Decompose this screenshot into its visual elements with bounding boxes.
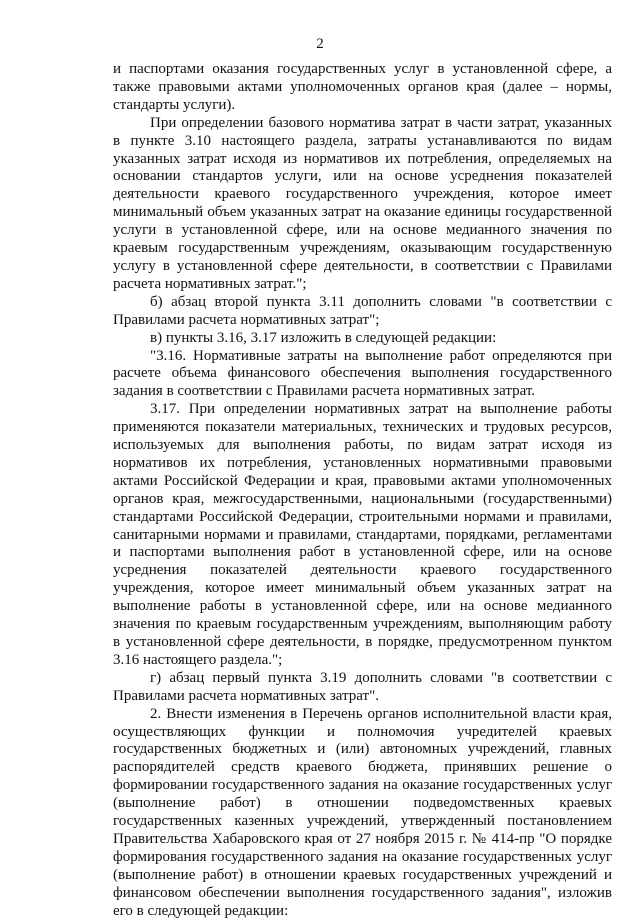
paragraph-3-17: 3.17. При определении нормативных затрат на выполнение работы применяются показатели материальных, технических и трудовых ресурсов, используемых для выполнения работы, по видам затрат исходя из нормативов их потребления, установленных нормативными правовыми актами Российской Федерации и края, правовыми актами уполномоченных органов края, межгосударственными, национальными (государственными) стандартами Российской Федерации, строительными нормами и правилами, санитарными нормами и правилами, стандартами, порядками, регламентами и паспортами выполнения работ в установленной сфере, или на основе усреднения показателей деятельности краевого государственного учреждения, которое имеет минимальный объем указанных затрат на выполнение работы в установленной сфере, или на основе медианного значения по краевым государственным учреждениям, выполняющим работу в установленной сфере деятельности, в порядке, предусмотренном пунктом 3.16 настоящего раздела.";: [113, 401, 612, 668]
paragraph-item-v: в) пункты 3.16, 3.17 изложить в следующей редакции:: [150, 329, 497, 346]
page-number: 2: [316, 36, 324, 52]
document-body: [113, 61, 612, 921]
paragraph-3-16: "3.16. Нормативные затраты на выполнение работ определяются при расчете объема финансового обеспечения выполнения государственного задания в соответствии с Правилами расчета нормативных затрат.: [113, 347, 612, 400]
paragraph-item-g: г) абзац первый пункта 3.19 дополнить словами "в соответствии с Правилами расчета нормативных затрат".: [113, 669, 612, 704]
paragraph-base-norm: При определении базового норматива затрат в части затрат, указанных в пункте 3.10 настоящего раздела, затраты устанавливаются по видам указанных затрат исходя из нормативов их потребления, определяемых на основании стандартов услуги, или на основе усреднения показателей деятельности краевого государственного учреждения, которое имеет минимальный объем указанных затрат на оказание единицы государственной услуги в установленной сфере, или на основе медианного значения по краевым государственным учреждениям, оказывающим государственную услугу в установленной сфере деятельности, в соответствии с Правилами расчета нормативных затрат.";: [113, 114, 612, 292]
paragraph-section-2: 2. Внести изменения в Перечень органов исполнительной власти края, осуществляющих функции и полномочия учредителей краевых государственных бюджетных и (или) автономных учреждений, главных распорядителей средств краевого бюджета, принявших решение о формировании государственного задания на оказание государственных услуг (выполнение работ) в отношении подведомственных краевых государственных казенных учреждений, утвержденный постановлением Правительства Хабаровского края от 27 ноября 2015 г. № 414-пр "О порядке формирования государственного задания на оказание государственных услуг (выполнение работ) в отношении краевых государственных учреждений и финансовом обеспечении выполнения государственного задания", изложив его в следующей редакции:: [113, 705, 612, 919]
paragraph-continuation: и паспортами оказания государственных услуг в установленной сфере, а также правовыми актами уполномоченных органов края (далее – нормы, стандарты услуги).: [113, 61, 612, 113]
paragraph-item-b: б) абзац второй пункта 3.11 дополнить словами "в соответствии с Правилами расчета нормативных затрат";: [113, 293, 612, 328]
